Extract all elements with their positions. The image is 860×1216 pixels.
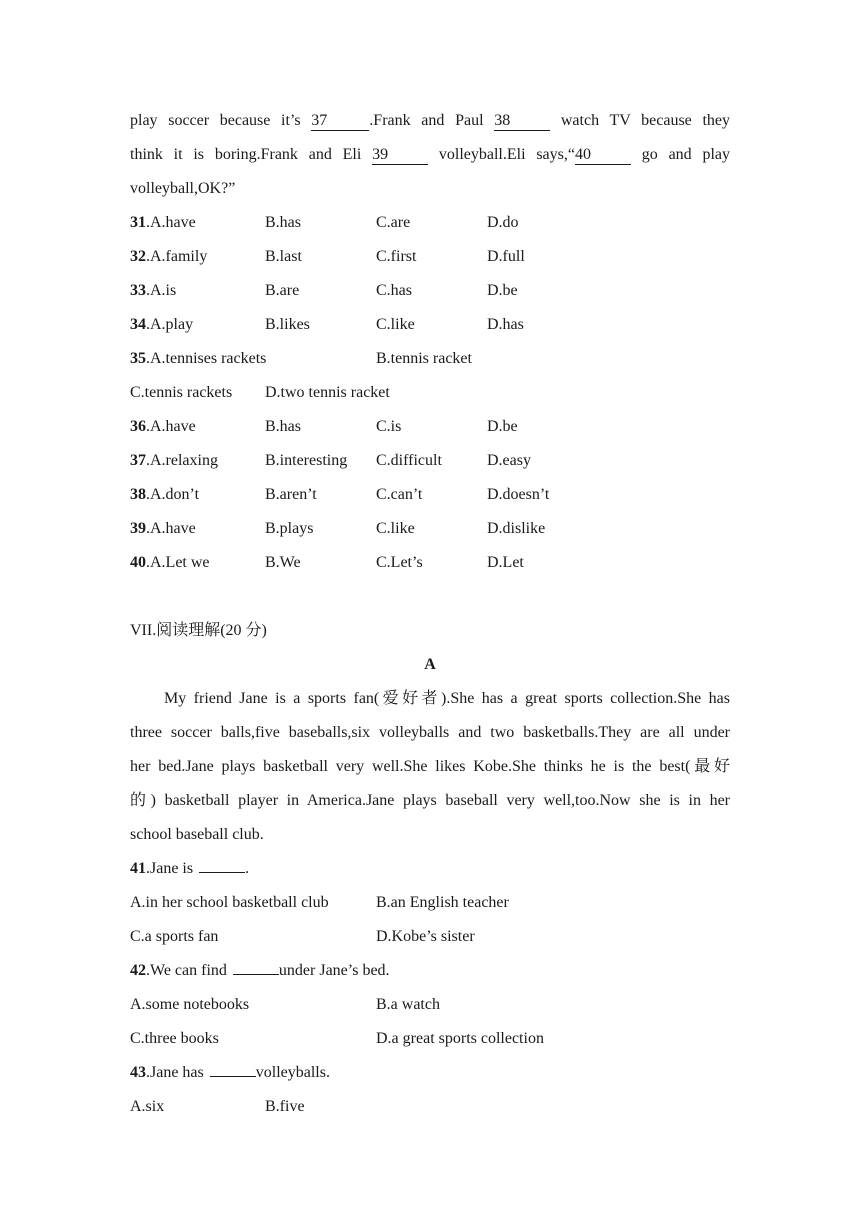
question-number: 31 [130,214,146,231]
passage-line-4: 的) basketball player in America.Jane plays baseball very well,too.Now she is in her [130,792,731,809]
option-d: D.Kobe’s sister [376,928,475,945]
blank-38: 38 [494,112,550,131]
blank-39: 39 [372,146,428,165]
option-a: A.in her school basketball club [130,894,329,911]
cloze-line-2 [130,138,730,172]
option-a: .A.Let we [146,554,210,571]
question-38 [130,478,730,512]
passage-label: A [424,656,436,673]
option-b: B.are [265,282,300,299]
text-segment: go and play [641,146,731,163]
option-a: .A.have [146,520,196,537]
option-b: B.five [265,1098,305,1115]
passage-line-3: her bed.Jane plays basketball very well.She likes Kobe.She thinks he is the best(最好 [130,758,730,775]
option-b: B.has [265,418,301,435]
option-b: B.last [265,248,302,265]
blank-37: 37 [311,112,369,131]
option-c: C.can’t [376,486,423,503]
option-a: A.six [130,1098,165,1115]
question-stem: .Jane is [146,860,194,877]
passage-line-5: school baseball club. [130,826,264,843]
option-b: B.tennis racket [376,350,472,367]
option-b: B.has [265,214,301,231]
option-d: D.has [487,316,524,333]
question-stem: .Jane has [146,1064,204,1081]
option-a: .A.have [146,418,196,435]
text-segment: .Frank and Paul [369,112,484,129]
option-d: D.do [487,214,519,231]
question-42-options-2 [130,1022,730,1056]
question-stem-end: under Jane’s bed. [278,962,390,979]
question-number: 42 [130,962,146,979]
option-c: C.like [376,520,415,537]
option-d: D.a great sports collection [376,1030,544,1047]
question-number: 33 [130,282,146,299]
question-number: 38 [130,486,146,503]
option-c: C.like [376,316,415,333]
option-d: D.Let [487,554,524,571]
question-42-options-1 [130,988,730,1022]
option-d: D.doesn’t [487,486,550,503]
answer-blank [210,1076,256,1077]
option-b: B.We [265,554,301,571]
question-34 [130,308,730,342]
option-a: A.some notebooks [130,996,250,1013]
option-d: D.dislike [487,520,546,537]
option-d: D.full [487,248,525,265]
question-number: 41 [130,860,146,877]
question-stem-end: . [245,860,250,877]
option-c: C.has [376,282,412,299]
question-stem: .We can find [146,962,227,979]
cloze-line-3: volleyball,OK?” [130,180,236,197]
question-stem-end: volleyballs. [255,1064,330,1081]
question-33 [130,274,730,308]
spacer [130,580,730,614]
passage-line-2: three soccer balls,five baseballs,six volleyballs and two basketballs.They are all under [130,724,730,741]
option-b: B.likes [265,316,310,333]
document-page [130,104,730,1124]
question-35-cont [130,376,730,410]
option-b: B.aren’t [265,486,317,503]
question-32 [130,240,730,274]
question-number: 32 [130,248,146,265]
question-36 [130,410,730,444]
question-41-stem [130,852,730,886]
text-segment: volleyball.Eli says,“ [438,146,575,163]
text-segment: think it is boring.Frank and Eli [130,146,362,163]
option-a: .A.tennises rackets [146,350,267,367]
option-c: C.are [376,214,411,231]
option-d: D.two tennis racket [265,384,390,401]
option-b: B.a watch [376,996,440,1013]
option-a: .A.is [146,282,177,299]
blank-40: 40 [575,146,631,165]
question-39 [130,512,730,546]
option-c: C.first [376,248,417,265]
option-a: .A.don’t [146,486,200,503]
question-number: 43 [130,1064,146,1081]
option-d: D.be [487,418,518,435]
option-c: C.tennis rackets [130,384,233,401]
option-b: B.interesting [265,452,348,469]
passage-line-1: My friend Jane is a sports fan(爱好者).She has a great sports collection.She has [164,690,730,707]
answer-blank [199,872,245,873]
option-c: C.a sports fan [130,928,219,945]
option-d: D.easy [487,452,531,469]
question-number: 35 [130,350,146,367]
question-number: 37 [130,452,146,469]
question-42-stem [130,954,730,988]
question-31 [130,206,730,240]
option-b: B.plays [265,520,314,537]
answer-blank [233,974,279,975]
option-a: .A.have [146,214,196,231]
question-43-stem [130,1056,730,1090]
question-37 [130,444,730,478]
question-40 [130,546,730,580]
question-number: 34 [130,316,146,333]
option-a: .A.play [146,316,194,333]
question-number: 40 [130,554,146,571]
question-41-options-1 [130,886,730,920]
option-b: B.an English teacher [376,894,509,911]
question-number: 36 [130,418,146,435]
option-c: C.is [376,418,402,435]
question-35 [130,342,730,376]
question-43-options-1 [130,1090,730,1124]
question-41-options-2 [130,920,730,954]
option-a: .A.relaxing [146,452,218,469]
option-a: .A.family [146,248,208,265]
text-segment: play soccer because it’s [130,112,301,129]
text-segment: watch TV because they [560,112,731,129]
option-d: D.be [487,282,518,299]
question-number: 39 [130,520,146,537]
option-c: C.difficult [376,452,442,469]
cloze-line-1 [130,104,730,138]
option-c: C.Let’s [376,554,423,571]
section-title: VII.阅读理解(20 分) [130,622,267,639]
option-c: C.three books [130,1030,219,1047]
